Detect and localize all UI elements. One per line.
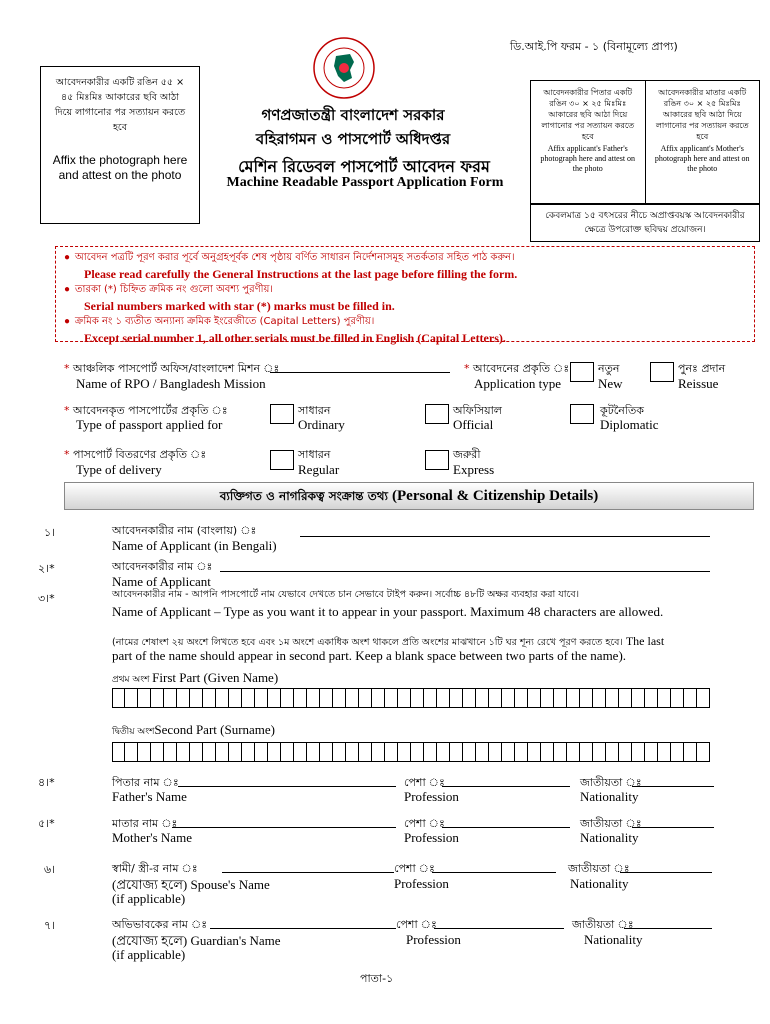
passport-diplomatic-bn: কূটনৈতিক [600,404,644,417]
q7-profession-bn: পেশা ঃ [396,918,437,931]
app-type-new-bn: নতুন [598,362,620,375]
name-char-cell[interactable] [177,742,190,762]
name-char-cell[interactable] [528,742,541,762]
parent-photo-boxes [530,80,760,204]
q6-nationality-bn: জাতীয়তা ঃ [568,862,630,875]
name-char-cell[interactable] [580,688,593,708]
name-char-cell[interactable] [268,688,281,708]
name-char-cell[interactable] [151,742,164,762]
name-char-cell[interactable] [619,742,632,762]
q6-label-en1: (প্রযোজ্য হলে) Spouse's Name [112,877,270,892]
name-char-cell[interactable] [463,742,476,762]
q5-label-bn: মাতার নাম ঃ [112,817,178,830]
name-char-cell[interactable] [229,688,242,708]
name-char-cell[interactable] [385,688,398,708]
name-char-cell[interactable] [515,688,528,708]
passport-diplomatic-checkbox[interactable] [570,404,594,424]
name-char-cell[interactable] [333,742,346,762]
name-char-cell[interactable] [190,742,203,762]
form-title-en: Machine Readable Passport Application Form [226,175,504,190]
name-char-cell[interactable] [541,688,554,708]
first-part-grid[interactable] [112,688,710,708]
name-char-cell[interactable] [138,742,151,762]
q7-number: ৭। [44,919,56,932]
name-char-cell[interactable] [476,742,489,762]
name-char-cell[interactable] [346,742,359,762]
name-char-cell[interactable] [437,742,450,762]
instruction-3-bn: ● ক্রমিক নং ১ ব্যতীত অন্যান্য ক্রমিক ইংরেজীতে (Capital Letters) পুরণীয়। [64,316,375,327]
q6-label-bn: স্বামী/ স্ত্রী-র নাম ঃ [112,862,198,875]
rpo-label-bn: * আঞ্চলিক পাসপোর্ট অফিস/বাংলাদেশ মিশন ঃ [64,362,280,375]
delivery-regular-en: Regular [298,462,340,477]
form-id: ডি.আই.পি ফরম - ১ (বিনামূল্যে প্রাপ্য) [510,40,678,53]
q1-label-en: Name of Applicant (in Bengali) [112,538,277,553]
q7-label-en1: (প্রযোজ্য হলে) Guardian's Name [112,933,281,948]
passport-ordinary-bn: সাধারন [298,404,331,417]
name-char-cell[interactable] [151,688,164,708]
name-char-cell[interactable] [372,742,385,762]
second-part-label: দ্বিতীয় অংশSecond Part (Surname) [112,722,276,737]
name-char-cell[interactable] [307,742,320,762]
name-char-cell[interactable] [593,742,606,762]
q1-label-bn: আবেদনকারীর নাম (বাংলায়) ঃ [112,524,257,537]
rpo-label-en: Name of RPO / Bangladesh Mission [76,376,266,391]
q4-label-bn: পিতার নাম ঃ [112,776,179,789]
q5-profession-bn: পেশা ঃ [404,817,445,830]
q5-label-en: Mother's Name [112,830,192,845]
name-char-cell[interactable] [398,688,411,708]
q5-input[interactable] [172,827,396,828]
name-char-cell[interactable] [281,688,294,708]
name-char-cell[interactable] [242,742,255,762]
name-char-cell[interactable] [320,742,333,762]
q2-number: ২।* [38,562,55,575]
name-char-cell[interactable] [229,742,242,762]
q7-profession-input[interactable] [434,928,564,929]
name-char-cell[interactable] [580,742,593,762]
passport-type-label-bn: * আবেদনকৃত পাসপোর্টের প্রকৃতি ঃ [64,404,228,417]
q3-note-2: part of the name should appear in second part. Keep a blank space between two parts of the name). [112,648,627,663]
q7-label-en2: (if applicable) [112,947,186,962]
q2-label-en: Name of Applicant [112,574,211,589]
name-char-cell[interactable] [125,688,138,708]
q6-number: ৬। [44,863,56,876]
name-char-cell[interactable] [554,742,567,762]
name-char-cell[interactable] [359,742,372,762]
name-char-cell[interactable] [424,688,437,708]
name-char-cell[interactable] [125,742,138,762]
mother-photo-en: Affix applicant's Mother's photograph here and attest on the photo [654,144,750,173]
name-char-cell[interactable] [502,742,515,762]
q4-input[interactable] [178,786,396,787]
first-part-label: প্রথম অংশ First Part (Given Name) [112,670,279,685]
q6-profession-en: Profession [394,876,449,891]
name-char-cell[interactable] [398,742,411,762]
delivery-regular-checkbox[interactable] [270,450,294,470]
delivery-label-en: Type of delivery [76,462,162,477]
section-title-en: (Personal & Citizenship Details) [392,488,599,504]
name-char-cell[interactable] [489,688,502,708]
name-char-cell[interactable] [385,742,398,762]
name-char-cell[interactable] [489,742,502,762]
q4-nationality-bn: জাতীয়তা ঃ [580,776,642,789]
app-type-reissue-bn: পুনঃ প্রদান [678,362,726,375]
instruction-3-en: Except serial number 1, all other serials must be filled in English (Capital Letters). [84,331,506,345]
name-char-cell[interactable] [424,742,437,762]
delivery-express-checkbox[interactable] [425,450,449,470]
father-photo-en: Affix applicant's Father's photograph here and attest on the photo [540,144,636,173]
q4-profession-input[interactable] [442,786,570,787]
q6-profession-bn: পেশা ঃ [394,862,435,875]
name-char-cell[interactable] [632,742,645,762]
passport-official-bn: অফিসিয়াল [453,404,502,417]
instruction-1-en: Please read carefully the General Instructions at the last page before filling the form. [84,267,518,281]
name-char-cell[interactable] [320,688,333,708]
section-title-bn: ব্যক্তিগত ও নাগরিকত্ব সংক্রান্ত তথ্য [219,489,389,503]
father-photo-box[interactable] [531,81,646,203]
passport-ordinary-en: Ordinary [298,417,345,432]
name-char-cell[interactable] [658,742,671,762]
name-char-cell[interactable] [619,688,632,708]
form-title-bn: মেশিন রিডেবল পাসপোর্ট আবেদন ফরম [238,157,490,176]
name-char-cell[interactable] [255,742,268,762]
name-char-cell[interactable] [190,688,203,708]
q6-label-en2: (if applicable) [112,891,186,906]
q6-profession-input[interactable] [432,872,556,873]
father-photo-bn: আবেদনকারীর পিতার একটি রঙিন ৩০ × ২৫ মিঃমিঃ আকারের ছবি আঠা দিয়ে লাগানোর পর সত্যায়ন করতে হবে [541,88,635,141]
q3-note-1: (নামের শেষাংশ ২য় অংশে লিখতে হবে এবং ১ম অংশে একাধিক অংশ থাকলে প্রতি অংশের মাঝখানে ১টি ঘর শূন্য রেখে পূরণ করতে হবে। The last [112,634,665,648]
name-char-cell[interactable] [216,742,229,762]
mother-photo-box[interactable] [646,81,760,203]
q2-input[interactable] [220,571,710,572]
q4-nationality-en: Nationality [580,789,639,804]
delivery-express-bn: জরুরী [453,448,481,461]
instruction-1-bn: ● আবেদন পত্রটি পূরণ করার পূর্বে অনুগ্রহপূর্বক শেষ পৃষ্ঠায় বর্ণিত সাধারন নির্দেশনাসমূহ সতর্কতার সহিত পাঠ করুন। [64,252,515,263]
page-number: পাতা-১ [360,972,394,985]
q4-nationality-input[interactable] [632,786,714,787]
name-char-cell[interactable] [307,688,320,708]
name-char-cell[interactable] [359,688,372,708]
name-char-cell[interactable] [567,742,580,762]
name-char-cell[interactable] [476,688,489,708]
q1-number: ১। [44,526,56,539]
name-char-cell[interactable] [528,688,541,708]
name-char-cell[interactable] [164,742,177,762]
name-char-cell[interactable] [671,688,684,708]
q7-input[interactable] [210,928,396,929]
q4-profession-bn: পেশা ঃ [404,776,445,789]
name-char-cell[interactable] [242,688,255,708]
q3-label-bn: আবেদনকারীর নাম - আপনি পাসপোর্টে নাম যেভাবে দেখতে চান সেভাবে টাইপ করুন। সর্বোচ্চ ৪৮টি অক্ষর ব্যবহার করা যাবে। [112,589,580,600]
name-char-cell[interactable] [697,688,710,708]
government-seal-icon [304,36,384,100]
q5-number: ৫।* [38,817,55,830]
app-type-label-bn: * আবেদনের প্রকৃতি ঃ [464,362,570,375]
section-header [64,482,754,510]
q7-nationality-bn: জাতীয়তা ঃ [572,918,634,931]
q7-nationality-en: Nationality [584,932,643,947]
app-type-reissue-en: Reissue [678,376,719,391]
name-char-cell[interactable] [294,688,307,708]
gov-name-bn: গণপ্রজাতন্ত্রী বাংলাদেশ সরকার [261,106,445,124]
q5-nationality-en: Nationality [580,830,639,845]
name-char-cell[interactable] [645,742,658,762]
q3-label-en: Name of Applicant – Type as you want it to appear in your passport. Maximum 48 characters are allowed. [112,604,664,619]
q6-nationality-input[interactable] [620,872,712,873]
name-char-cell[interactable] [138,688,151,708]
q4-profession-en: Profession [404,789,459,804]
name-char-cell[interactable] [450,688,463,708]
q1-input[interactable] [300,536,710,537]
q2-label-bn: আবেদনকারীর নাম ঃ [112,560,213,573]
name-char-cell[interactable] [164,688,177,708]
delivery-label-bn: * পাসপোর্ট বিতরণের প্রকৃতি ঃ [64,448,207,461]
q6-input[interactable] [222,872,394,873]
name-char-cell[interactable] [554,688,567,708]
name-char-cell[interactable] [645,688,658,708]
name-char-cell[interactable] [684,742,697,762]
name-char-cell[interactable] [216,688,229,708]
name-char-cell[interactable] [255,688,268,708]
delivery-regular-bn: সাধারন [298,448,331,461]
name-char-cell[interactable] [515,742,528,762]
name-char-cell[interactable] [671,742,684,762]
name-char-cell[interactable] [294,742,307,762]
passport-ordinary-checkbox[interactable] [270,404,294,424]
mother-photo-bn: আবেদনকারীর মাতার একটি রঙিন ৩০ × ২৫ মিঃমিঃ আকারের ছবি আঠা দিয়ে লাগানোর পর সত্যায়ন করতে হবে [655,88,749,141]
dept-name-bn: বহিরাগমন ও পাসপোর্ট অধিদপ্তর [255,130,451,148]
name-char-cell[interactable] [112,688,125,708]
name-char-cell[interactable] [411,742,424,762]
name-char-cell[interactable] [203,742,216,762]
name-char-cell[interactable] [697,742,710,762]
name-char-cell[interactable] [593,688,606,708]
q3-number: ৩।* [38,592,55,605]
name-char-cell[interactable] [684,688,697,708]
name-char-cell[interactable] [632,688,645,708]
name-char-cell[interactable] [203,688,216,708]
q5-profession-en: Profession [404,830,459,845]
q4-label-en: Father's Name [112,789,187,804]
photo-box-en: Affix the photograph here and attest on the photo [52,153,188,182]
passport-official-en: Official [453,417,494,432]
app-type-new-checkbox[interactable] [570,362,594,382]
name-char-cell[interactable] [346,688,359,708]
photo-box-bn: আবেদনকারীর একটি রঙিন ৫৫ × ৪৫ মিঃমিঃ আকারের ছবি আঠা দিয়ে লাগানোর পর সত্যায়ন করতে হবে [54,77,186,133]
name-char-cell[interactable] [177,688,190,708]
instruction-2-bn: ● তারকা (*) চিহ্নিত ক্রমিক নং গুলো অবশ্য পুরণীয়। [64,284,273,295]
q4-number: ৪।* [38,776,55,789]
q7-label-bn: অভিভাবকের নাম ঃ [112,918,208,931]
q6-nationality-en: Nationality [570,876,629,891]
instructions-list [64,250,744,346]
app-type-reissue-checkbox[interactable] [650,362,674,382]
delivery-express-en: Express [453,462,495,477]
minor-note: কেবলমাত্র ১৫ বৎসরের নীচে অপ্রাপ্তবয়স্ক আবেদনকারীর ক্ষেত্রে উপরোক্ত ছবিদ্বয় প্রয়োজন। [530,204,760,242]
name-char-cell[interactable] [268,742,281,762]
second-part-grid[interactable] [112,742,710,762]
name-char-cell[interactable] [606,688,619,708]
name-char-cell[interactable] [658,688,671,708]
name-char-cell[interactable] [437,688,450,708]
name-char-cell[interactable] [281,742,294,762]
q5-profession-input[interactable] [442,827,570,828]
name-char-cell[interactable] [502,688,515,708]
name-char-cell[interactable] [450,742,463,762]
instruction-2-en: Serial numbers marked with star (*) marks must be filled in. [84,299,395,313]
rpo-input[interactable] [270,372,450,373]
passport-official-checkbox[interactable] [425,404,449,424]
passport-diplomatic-en: Diplomatic [600,417,659,432]
name-char-cell[interactable] [541,742,554,762]
photo-box[interactable] [40,66,200,224]
app-type-new-en: New [598,376,623,391]
q7-nationality-input[interactable] [624,928,712,929]
name-char-cell[interactable] [567,688,580,708]
name-char-cell[interactable] [372,688,385,708]
name-char-cell[interactable] [333,688,346,708]
name-char-cell[interactable] [463,688,476,708]
q7-profession-en: Profession [406,932,461,947]
name-char-cell[interactable] [606,742,619,762]
name-char-cell[interactable] [411,688,424,708]
app-type-label-en: Application type [474,376,562,391]
q5-nationality-input[interactable] [632,827,714,828]
q5-nationality-bn: জাতীয়তা ঃ [580,817,642,830]
name-char-cell[interactable] [112,742,125,762]
passport-type-label-en: Type of passport applied for [76,417,223,432]
